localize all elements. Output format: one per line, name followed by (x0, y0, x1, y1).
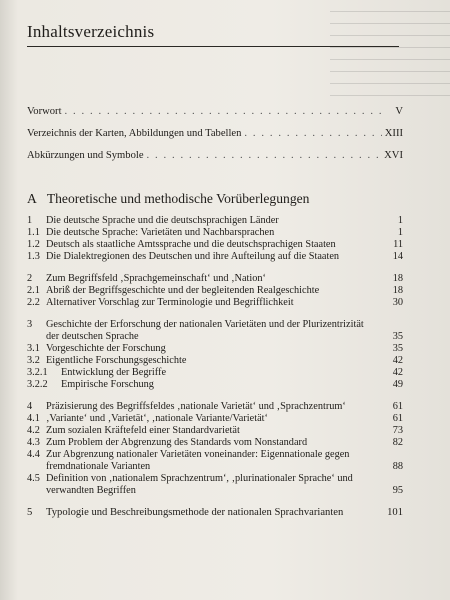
entry-text: Definition von ‚nationalem Sprachzentrum‘, ‚plurinationaler Sprache‘ und verwandten Begriffen (46, 473, 353, 496)
toc-entry (27, 297, 403, 309)
entry-number: 3.2.1 (27, 367, 48, 378)
toc-entries (27, 215, 403, 519)
toc-entry (27, 413, 403, 425)
entry-text: Zum sozialen Kräftefeld einer Standardvarietät (46, 425, 240, 436)
toc-entry (27, 227, 403, 239)
entry-page: 1 (397, 215, 403, 226)
entry-text: Zum Problem der Abgrenzung des Standards vom Nonstandard (46, 437, 308, 448)
entry-number: 4.1 (27, 413, 40, 424)
front-matter-page: XVI (384, 150, 403, 161)
section-letter: A (27, 191, 37, 206)
entry-page: 61 (392, 413, 403, 424)
toc-entry (27, 367, 403, 379)
leader-dots (65, 106, 384, 117)
toc-entry (27, 473, 403, 497)
entry-number: 4.5 (27, 473, 40, 484)
entry-text: Präzisierung des Begriffsfeldes ‚nationale Varietät‘ und ‚Sprachzentrum‘ (46, 401, 346, 412)
toc-entry (27, 215, 403, 227)
entry-page: 101 (387, 507, 403, 518)
group-spacer (27, 391, 403, 401)
toc-entry (27, 239, 403, 251)
entry-number: 3 (27, 319, 33, 330)
entry-page: 95 (392, 485, 403, 496)
entry-page: 11 (393, 239, 403, 250)
entry-text: Deutsch als staatliche Amtssprache und die deutschsprachigen Staaten (46, 239, 336, 250)
toc-entry (27, 437, 403, 449)
entry-number: 1.3 (27, 251, 40, 262)
entry-text: Zum Begriffsfeld ‚Sprachgemeinschaft‘ und ‚Nation‘ (46, 273, 266, 284)
front-matter-label: Vorwort (27, 106, 62, 117)
entry-number: 4.3 (27, 437, 40, 448)
toc-entry (27, 425, 403, 437)
entry-page: 35 (392, 331, 403, 342)
entry-text: Zur Abgrenzung nationaler Varietäten voneinander: Eigennationale gegen fremdnationale Varianten (46, 449, 350, 472)
front-matter-list (27, 106, 403, 172)
front-matter-label: Verzeichnis der Karten, Abbildungen und Tabellen (27, 128, 242, 139)
entry-number: 2.1 (27, 285, 40, 296)
entry-number: 2 (27, 273, 33, 284)
entry-text: Vorgeschichte der Forschung (46, 343, 166, 354)
entry-number: 1.1 (27, 227, 40, 238)
toc-entry (27, 273, 403, 285)
toc-entry (27, 401, 403, 413)
entry-number: 2.2 (27, 297, 40, 308)
entry-page: 82 (392, 437, 403, 448)
entry-page: 30 (392, 297, 403, 308)
section-title: Theoretische und methodische Vorüberlegungen (46, 191, 310, 206)
group-spacer (27, 309, 403, 319)
toc-entry (27, 343, 403, 355)
entry-page: 88 (392, 461, 403, 472)
entry-page: 61 (392, 401, 403, 412)
entry-page: 35 (392, 343, 403, 354)
entry-text: Typologie und Beschreibungsmethode der nationalen Sprachvarianten (46, 507, 344, 518)
entry-page: 14 (392, 251, 403, 262)
title-rule (27, 46, 399, 47)
entry-number: 4.2 (27, 425, 40, 436)
toc-entry (27, 449, 403, 473)
entry-number: 3.2 (27, 355, 40, 366)
toc-entry (27, 355, 403, 367)
entry-page: 42 (392, 367, 403, 378)
toc-entry (27, 507, 403, 519)
toc-entry (27, 379, 403, 391)
leader-dots (147, 150, 382, 161)
toc-entry (27, 319, 403, 343)
entry-page: 1 (397, 227, 403, 238)
entry-page: 18 (392, 273, 403, 284)
section-heading (27, 191, 403, 207)
entry-number: 3.2.2 (27, 379, 48, 390)
front-matter-item (27, 150, 403, 172)
entry-text: Die deutsche Sprache: Varietäten und Nachbarsprachen (46, 227, 275, 238)
front-matter-item (27, 128, 403, 150)
entry-text: Entwicklung der Begriffe (61, 367, 167, 378)
entry-page: 73 (392, 425, 403, 436)
leader-dots (244, 128, 381, 139)
group-spacer (27, 263, 403, 273)
entry-text: Die Dialektregionen des Deutschen und ihre Aufteilung auf die Staaten (46, 251, 340, 262)
front-matter-page: XIII (384, 128, 403, 139)
entry-text: Geschichte der Erforschung der nationalen Varietäten und der Plurizentrizität der deutschen Sprache (46, 319, 364, 342)
front-matter-label: Abkürzungen und Symbole (27, 150, 144, 161)
entry-text: Abriß der Begriffsgeschichte und der begleitenden Realgeschichte (46, 285, 320, 296)
entry-number: 3.1 (27, 343, 40, 354)
group-spacer (27, 497, 403, 507)
entry-number: 4 (27, 401, 33, 412)
entry-text: Empirische Forschung (61, 379, 154, 390)
entry-text: ‚Variante‘ und ‚Varietät‘, ‚nationale Variante/Varietät‘ (46, 413, 268, 424)
front-matter-page: V (395, 106, 403, 117)
toc-entry (27, 285, 403, 297)
entry-number: 1 (27, 215, 33, 226)
entry-page: 49 (392, 379, 403, 390)
front-matter-item (27, 106, 403, 128)
entry-page: 18 (392, 285, 403, 296)
entry-number: 1.2 (27, 239, 40, 250)
entry-number: 5 (27, 507, 33, 518)
entry-text: Alternativer Vorschlag zur Terminologie und Begrifflichkeit (46, 297, 294, 308)
entry-text: Die deutsche Sprache und die deutschsprachigen Länder (46, 215, 279, 226)
entry-page: 42 (392, 355, 403, 366)
entry-number: 4.4 (27, 449, 40, 460)
entry-text: Eigentliche Forschungsgeschichte (46, 355, 187, 366)
toc-entry (27, 251, 403, 263)
page-title: Inhaltsverzeichnis (27, 22, 155, 41)
